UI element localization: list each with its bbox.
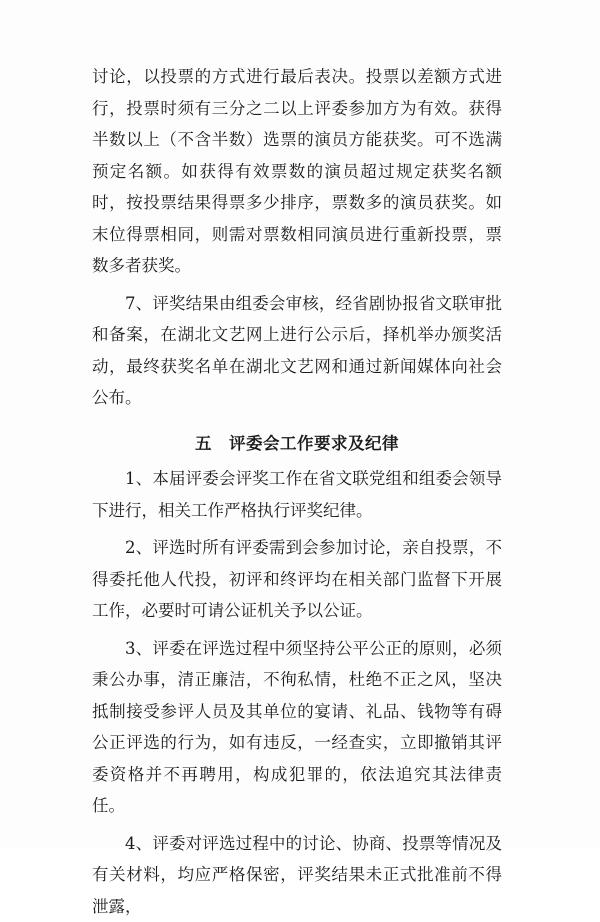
- paragraph-voting-continuation: 讨论，以投票的方式进行最后表决。投票以差额方式进行，投票时须有三分之二以上评委参加方为有效。获得半数以上（不含半数）选票的演员方能获奖。可不选满预定名额。如获得有效票数的演员超过规定获奖名额时，按投票结果得票多少排序，票数多的演员获奖。如末位得票相同，则需对票数相同演员进行重新投票，票数多者获奖。: [92, 61, 502, 282]
- paragraph-rule-3: 3、评委在评选过程中须坚持公平公正的原则，必须秉公办事，清正廉洁，不徇私情，杜绝不正之风，坚决抵制接受参评人员及其单位的宴请、礼品、钱物等有碍公正评选的行为，如有违反，一经查实，立即撤销其评委资格并不再聘用，构成犯罪的，依法追究其法律责任。: [92, 633, 502, 822]
- document-body: [92, 61, 502, 922]
- paragraph-item-7: 7、评奖结果由组委会审核，经省剧协报省文联审批和备案，在湖北文艺网上进行公示后，择机举办颁奖活动，最终获奖名单在湖北文艺网和通过新闻媒体向社会公布。: [92, 288, 502, 414]
- paragraph-rule-2: 2、评选时所有评委需到会参加讨论，亲自投票，不得委托他人代投，初评和终评均在相关部门监督下开展工作，必要时可请公证机关予以公证。: [92, 532, 502, 627]
- paragraph-rule-1: 1、本届评委会评奖工作在省文联党组和组委会领导下进行，相关工作严格执行评奖纪律。: [92, 463, 502, 526]
- section-heading-jury-rules: 五 评委会工作要求及纪律: [92, 414, 502, 464]
- paragraph-rule-4: 4、评委对评选过程中的讨论、协商、投票等情况及有关材料，均应严格保密，评奖结果未正式批准前不得泄露，: [92, 828, 502, 922]
